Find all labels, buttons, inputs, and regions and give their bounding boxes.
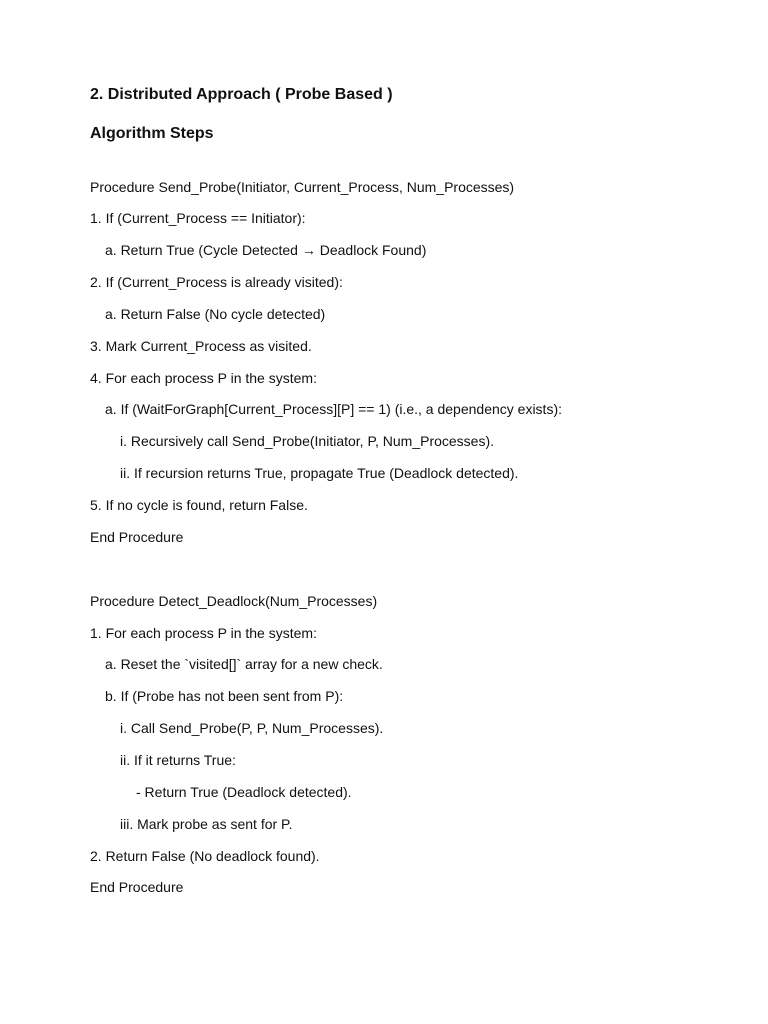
send-probe-step-2a: a. Return False (No cycle detected) bbox=[105, 306, 326, 322]
detect-deadlock-footer: End Procedure bbox=[90, 879, 184, 895]
detect-deadlock-step-2: 2. Return False (No deadlock found). bbox=[90, 848, 320, 864]
send-probe-step-1: 1. If (Current_Process == Initiator): bbox=[90, 210, 306, 226]
detect-deadlock-step-1b-i: i. Call Send_Probe(P, P, Num_Processes). bbox=[120, 720, 384, 736]
detect-deadlock-step-1b-ii-dash: - Return True (Deadlock detected). bbox=[136, 784, 352, 800]
send-probe-header: Procedure Send_Probe(Initiator, Current_Process, Num_Processes) bbox=[90, 179, 515, 195]
send-probe-step-2: 2. If (Current_Process is already visited): bbox=[90, 274, 343, 290]
send-probe-step-5: 5. If no cycle is found, return False. bbox=[90, 497, 308, 513]
send-probe-step-1a: a. Return True (Cycle Detected → Deadlock Found) bbox=[105, 242, 427, 258]
section-title: 2. Distributed Approach ( Probe Based ) bbox=[90, 86, 393, 103]
detect-deadlock-step-1b: b. If (Probe has not been sent from P): bbox=[105, 688, 344, 704]
send-probe-step-4a: a. If (WaitForGraph[Current_Process][P] == 1) (i.e., a dependency exists): bbox=[105, 401, 563, 417]
detect-deadlock-step-1b-iii: iii. Mark probe as sent for P. bbox=[120, 816, 293, 832]
detect-deadlock-step-1b-ii: ii. If it returns True: bbox=[120, 752, 236, 768]
send-probe-step-3: 3. Mark Current_Process as visited. bbox=[90, 338, 312, 354]
send-probe-step-4a-i: i. Recursively call Send_Probe(Initiator, P, Num_Processes). bbox=[120, 433, 495, 449]
algorithm-steps-heading: Algorithm Steps bbox=[90, 125, 214, 142]
send-probe-step-4: 4. For each process P in the system: bbox=[90, 370, 317, 386]
detect-deadlock-step-1a: a. Reset the `visited[]` array for a new check. bbox=[105, 656, 383, 672]
send-probe-step-4a-ii: ii. If recursion returns True, propagate True (Deadlock detected). bbox=[120, 465, 519, 481]
detect-deadlock-step-1: 1. For each process P in the system: bbox=[90, 625, 317, 641]
detect-deadlock-header: Procedure Detect_Deadlock(Num_Processes) bbox=[90, 593, 378, 609]
send-probe-footer: End Procedure bbox=[90, 529, 184, 545]
